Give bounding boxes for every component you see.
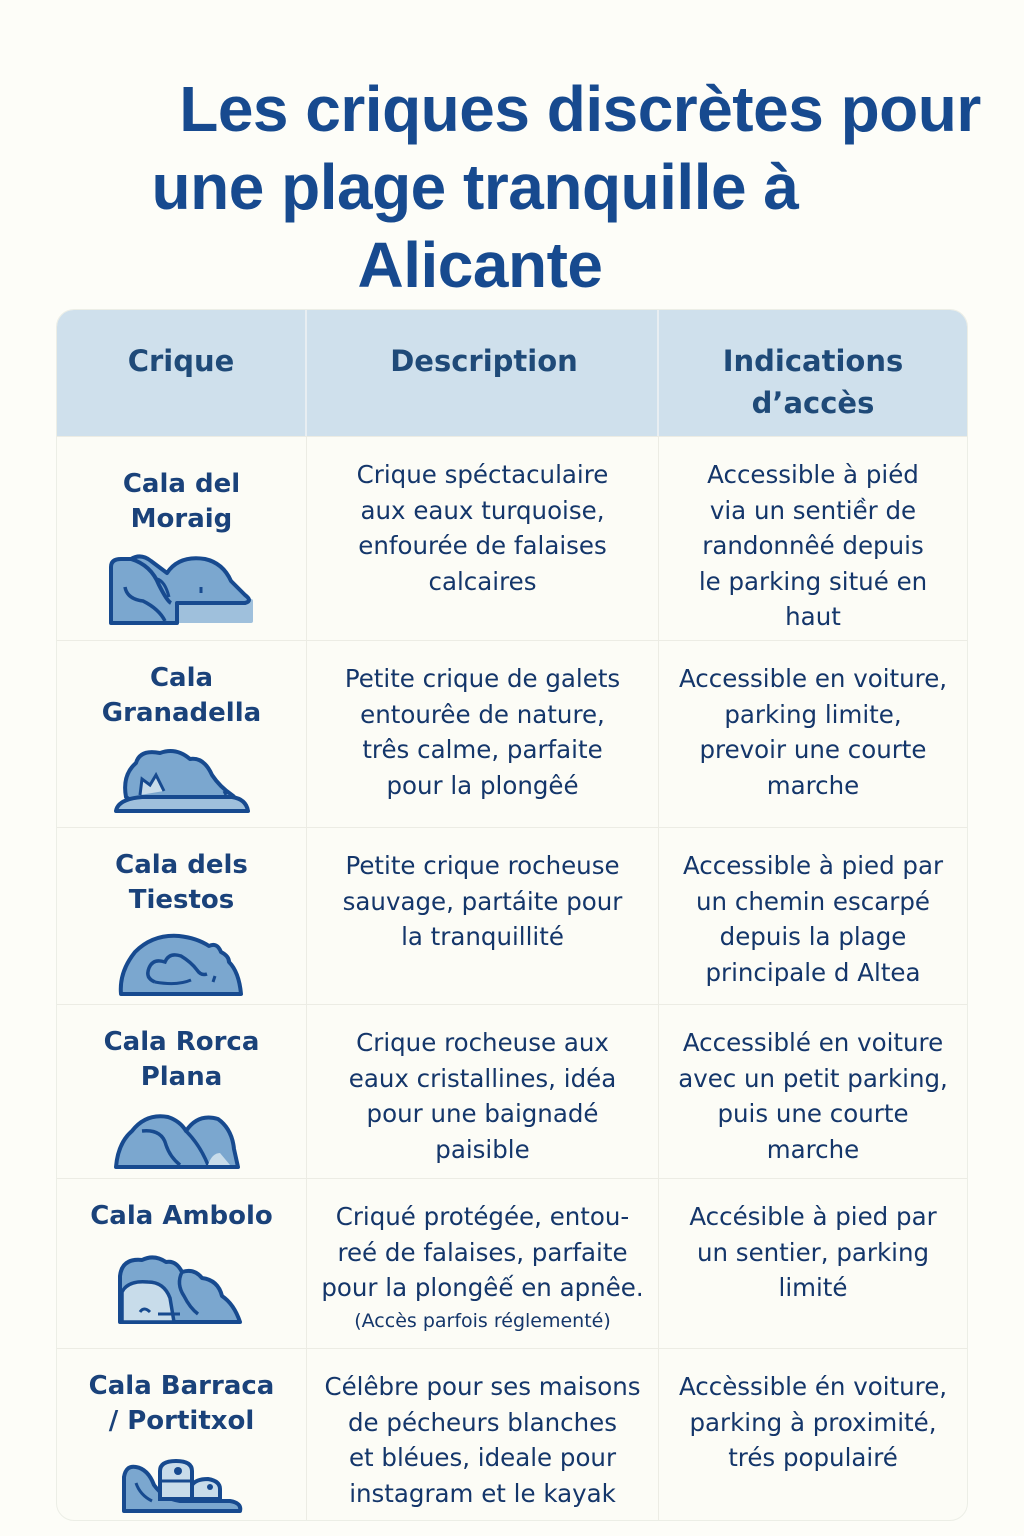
description-line: reé de falaises, parfaite xyxy=(337,1237,628,1267)
description-line: et bléues, ideale pour xyxy=(348,1443,617,1472)
cove-name-line: Cala xyxy=(149,663,214,693)
access-line: randonnêé depuis xyxy=(702,531,924,560)
cove-name-line: / Portitxol xyxy=(108,1406,255,1436)
description-line: Petite crique de galets xyxy=(344,664,621,693)
description-line: três calme, parfaite xyxy=(362,735,603,764)
access-line: principale d Altea xyxy=(705,957,921,987)
description-cell xyxy=(307,1179,659,1348)
access-line: un chemin escarpé xyxy=(696,886,930,916)
access-line: prevoir une courte xyxy=(699,735,927,764)
table-row xyxy=(57,827,967,1004)
access-line: marche xyxy=(766,770,860,800)
cove-name-line: Cala dels xyxy=(115,850,248,880)
cove-name-line: Cala Ambolo xyxy=(90,1201,273,1231)
access-line: depuis la plage xyxy=(719,922,907,951)
cove-name-line: Granadella xyxy=(101,698,262,728)
cove-name-line: Cala del xyxy=(122,469,241,499)
description-line: Crique rocheuse aux xyxy=(356,1028,609,1057)
cove-name-cell xyxy=(57,1179,307,1348)
access-line: limité xyxy=(778,1273,848,1302)
cove-name-line: Cala Barraca xyxy=(88,1371,275,1401)
description-line: la tranquillité xyxy=(401,922,564,951)
description-line: paisible xyxy=(435,1134,530,1164)
description-cell xyxy=(307,828,659,1004)
rock-cove-icon xyxy=(117,932,247,998)
pebble-cove-icon xyxy=(112,745,252,815)
description-line: Petite crique rocheuse xyxy=(345,851,620,880)
access-line: Accessiblé en voiture xyxy=(682,1028,944,1057)
description-line: pour une baignadé xyxy=(366,1099,599,1128)
access-cell xyxy=(659,1349,967,1521)
cove-name-cell xyxy=(57,1349,307,1521)
description-line: calcaires xyxy=(428,566,537,596)
access-cell xyxy=(659,437,967,640)
access-line: avec un petit parking, xyxy=(678,1063,948,1093)
description-line: pour la plongêé xyxy=(386,770,579,800)
table-row xyxy=(57,1004,967,1178)
access-note: (Accès parfois réglementé) xyxy=(354,1309,611,1332)
header-crique xyxy=(57,310,307,436)
table-row xyxy=(57,640,967,827)
access-line: puis une courte xyxy=(717,1099,909,1128)
cove-name-cell xyxy=(57,1005,307,1178)
access-line: Accésible à pied par xyxy=(689,1202,937,1231)
description-line: eaux cristallines, idéa xyxy=(348,1063,617,1093)
access-line: Accessible à pied par xyxy=(682,851,944,880)
description-line: Criqué protégée, entou- xyxy=(335,1202,630,1231)
cove-name-line: Plana xyxy=(140,1062,223,1092)
coves-table xyxy=(56,309,968,1521)
description-line: de pécheurs blanches xyxy=(348,1407,617,1437)
access-line: un sentier, parking xyxy=(696,1237,930,1267)
access-cell xyxy=(659,641,967,827)
twin-rocks-icon xyxy=(112,1109,252,1171)
cove-name-line: Cala Rorca xyxy=(103,1027,260,1057)
access-cell xyxy=(659,1005,967,1178)
description-line: Célêbre pour ses maisons xyxy=(324,1372,641,1401)
page-title xyxy=(0,70,1024,304)
description-cell xyxy=(307,1349,659,1521)
cliff-cove-icon xyxy=(107,551,257,627)
access-line: Accessible en voiture, xyxy=(678,664,948,693)
access-line: parking à proximité, xyxy=(689,1407,937,1437)
description-line: instagram et le kayak xyxy=(349,1478,616,1508)
description-cell xyxy=(307,641,659,827)
table-row xyxy=(57,1348,967,1521)
header-description-label: Description xyxy=(390,344,578,378)
header-access-label xyxy=(723,340,904,424)
access-line: marche xyxy=(766,1134,860,1164)
table-row xyxy=(57,1178,967,1348)
cove-name-line: Tiestos xyxy=(128,885,235,915)
description-line: pour la plongêế en apnêe. xyxy=(321,1273,644,1302)
table-row xyxy=(57,436,967,640)
access-line: le parking situé en xyxy=(698,566,928,596)
description-cell xyxy=(307,437,659,640)
header-description xyxy=(307,310,659,436)
title-line-3: Alicante xyxy=(357,229,603,301)
description-line: sauvage, partáite pour xyxy=(342,886,623,916)
cove-name-cell xyxy=(57,437,307,640)
title-line-1: Les criques discrètes pour xyxy=(179,73,981,145)
access-line: haut xyxy=(785,602,841,631)
cove-name-cell xyxy=(57,641,307,827)
access-cell xyxy=(659,828,967,1004)
header-access xyxy=(659,310,967,436)
access-line: Accèssible én voiture, xyxy=(678,1372,948,1401)
access-line: parking limite, xyxy=(724,699,902,729)
access-line: Accessible à piéd xyxy=(707,460,919,489)
sheltered-cove-icon xyxy=(114,1252,250,1326)
access-cell xyxy=(659,1179,967,1348)
cove-name-line: Moraig xyxy=(130,504,233,534)
fishermen-houses-icon xyxy=(120,1459,244,1515)
description-line: Crique spéctaculaire xyxy=(356,460,609,489)
table-header xyxy=(57,310,967,436)
header-access-line-2: d’accès xyxy=(751,386,875,420)
header-access-line-1: Indications xyxy=(722,344,904,378)
cove-name-cell xyxy=(57,828,307,1004)
access-line: trés populairé xyxy=(728,1443,898,1472)
access-line: via un sentiềr de xyxy=(709,495,917,525)
description-cell xyxy=(307,1005,659,1178)
header-crique-label: Crique xyxy=(127,344,235,378)
description-line: aux eaux turquoise, xyxy=(360,495,605,525)
description-line: enfourée de falaises xyxy=(358,531,607,560)
description-line: entourêe de nature, xyxy=(360,699,605,729)
title-line-2: une plage tranquille à xyxy=(151,151,799,223)
